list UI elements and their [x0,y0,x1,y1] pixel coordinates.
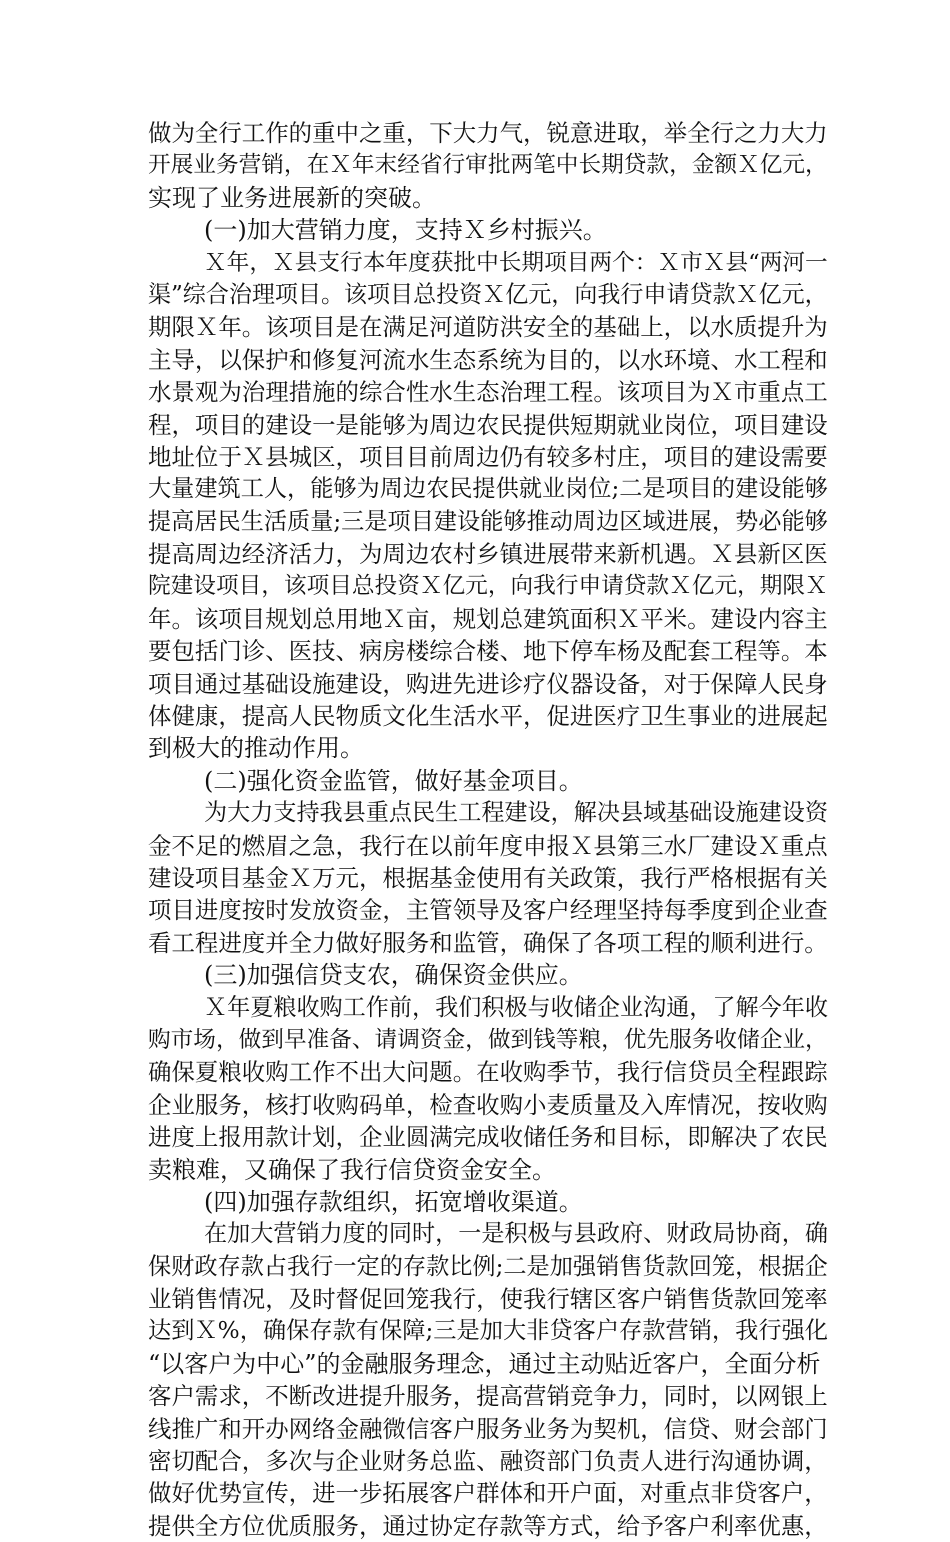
text-line: 项目进度按时发放资金，主管领导及客户经理坚持每季度到企业查 [148,896,828,925]
text-line: 企业服务，核打收购码单，检查收购小麦质量及入库情况，按收购 [148,1090,828,1119]
text-line: 程，项目的建设一是能够为周边农民提供短期就业岗位，项目建设 [148,410,828,439]
text-line: 水景观为治理措施的综合性水生态治理工程。该项目为Ｘ市重点工 [148,378,828,407]
text-line: 购市场，做到早准备、请调资金，做到钱等粮，优先服务收储企业， [148,1026,828,1053]
text-line: 期限Ｘ年。该项目是在满足河道防洪安全的基础上，以水质提升为 [148,313,828,342]
text-line: 卖粮难，又确保了我行信贷资金安全。 [148,1155,556,1184]
text-line: Ｘ年，Ｘ县支行本年度获批中长期项目两个：Ｘ市Ｘ县“两河一 [204,249,828,276]
text-line: 提高居民生活质量;三是项目建设能够推动周边区域进展，势必能够 [148,507,828,535]
text-line: 年。该项目规划总用地Ｘ亩，规划总建筑面积Ｘ平米。建设内容主 [148,604,828,633]
text-line: 保财政存款占我行一定的存款比例;二是加强销售货款回笼，根据企 [148,1252,828,1280]
text-line: 建设项目基金Ｘ万元，根据基金使用有关政策，我行严格根据有关 [148,863,828,892]
text-line: 要包括门诊、医技、病房楼综合楼、地下停车杨及配套工程等。本 [148,637,828,666]
text-line: 到极大的推动作用。 [148,734,364,763]
text-line: Ｘ年夏粮收购工作前，我们积极与收储企业沟通，了解今年收 [204,994,828,1021]
text-line: 达到Ｘ%，确保存款有保障;三是加大非贷客户存款营销，我行强化 [148,1317,829,1345]
text-line: 渠”综合治理项目。该项目总投资Ｘ亿元，向我行申请贷款Ｘ亿元， [148,281,828,308]
text-line: 项目通过基础设施建设，购进先进诊疗仪器设备，对于保障人民身 [148,669,828,698]
document-body [148,117,828,1542]
text-line: 体健康，提高人民物质文化生活水平，促进医疗卫生事业的进展起 [148,702,828,731]
text-line: 开展业务营销，在Ｘ年末经省行审批两笔中长期贷款，金额Ｘ亿元， [148,152,828,179]
text-line: 金不足的燃眉之急，我行在以前年度申报Ｘ县第三水厂建设Ｘ重点 [148,831,828,860]
text-line: 地址位于Ｘ县城区，项目目前周边仍有较多村庄，项目的建设需要 [148,442,828,471]
text-line: (一)加大营销力度，支持Ｘ乡村振兴。 [204,216,607,245]
text-line: 提高周边经济活力，为周边农村乡镇进展带来新机遇。Ｘ县新区医 [148,540,828,569]
text-line: 实现了业务进展新的突破。 [148,183,436,212]
text-line: 确保夏粮收购工作不出大问题。在收购季节，我行信贷员全程跟踪 [148,1058,828,1087]
text-line: 做为全行工作的重中之重，下大力气，锐意进取，举全行之力大力 [148,119,828,147]
text-line: 主导，以保护和修复河流水生态系统为目的，以水环境、水工程和 [148,345,828,374]
text-line: (二)强化资金监管，做好基金项目。 [204,766,583,795]
text-line: 在加大营销力度的同时，一是积极与县政府、财政局协商，确 [204,1221,828,1248]
text-line: “以客户为中心”的金融服务理念，通过主动贴近客户，全面分析 [148,1349,821,1378]
text-line: (四)加强存款组织，拓宽增收渠道。 [204,1187,583,1216]
text-line: 线推广和开办网络金融微信客户服务业务为契机，信贷、财会部门 [148,1414,828,1443]
text-line: 院建设项目，该项目总投资Ｘ亿元，向我行申请贷款Ｘ亿元，期限Ｘ [148,573,828,600]
text-line: 业销售情况，及时督促回笼我行，使我行辖区客户销售货款回笼率 [148,1285,828,1314]
text-line: (三)加强信贷支农，确保资金供应。 [204,961,583,990]
text-line: 进度上报用款计划，企业圆满完成收储任务和目标，即解决了农民 [148,1123,828,1152]
text-line: 看工程进度并全力做好服务和监管，确保了各项工程的顺利进行。 [148,928,828,957]
text-line: 客户需求，不断改进提升服务，提高营销竞争力，同时，以网银上 [148,1382,828,1411]
text-line: 做好优势宣传，进一步拓展客户群体和开户面，对重点非贷客户， [148,1479,828,1508]
text-line: 提供全方位优质服务，通过协定存款等方式，给予客户利率优惠， [148,1511,828,1540]
text-line: 密切配合，多次与企业财务总监、融资部门负责人进行沟通协调， [148,1447,828,1476]
text-line: 为大力支持我县重点民生工程建设，解决县域基础设施建设资 [204,800,828,827]
text-line: 大量建筑工人，能够为周边农民提供就业岗位;二是项目的建设能够 [148,475,828,503]
